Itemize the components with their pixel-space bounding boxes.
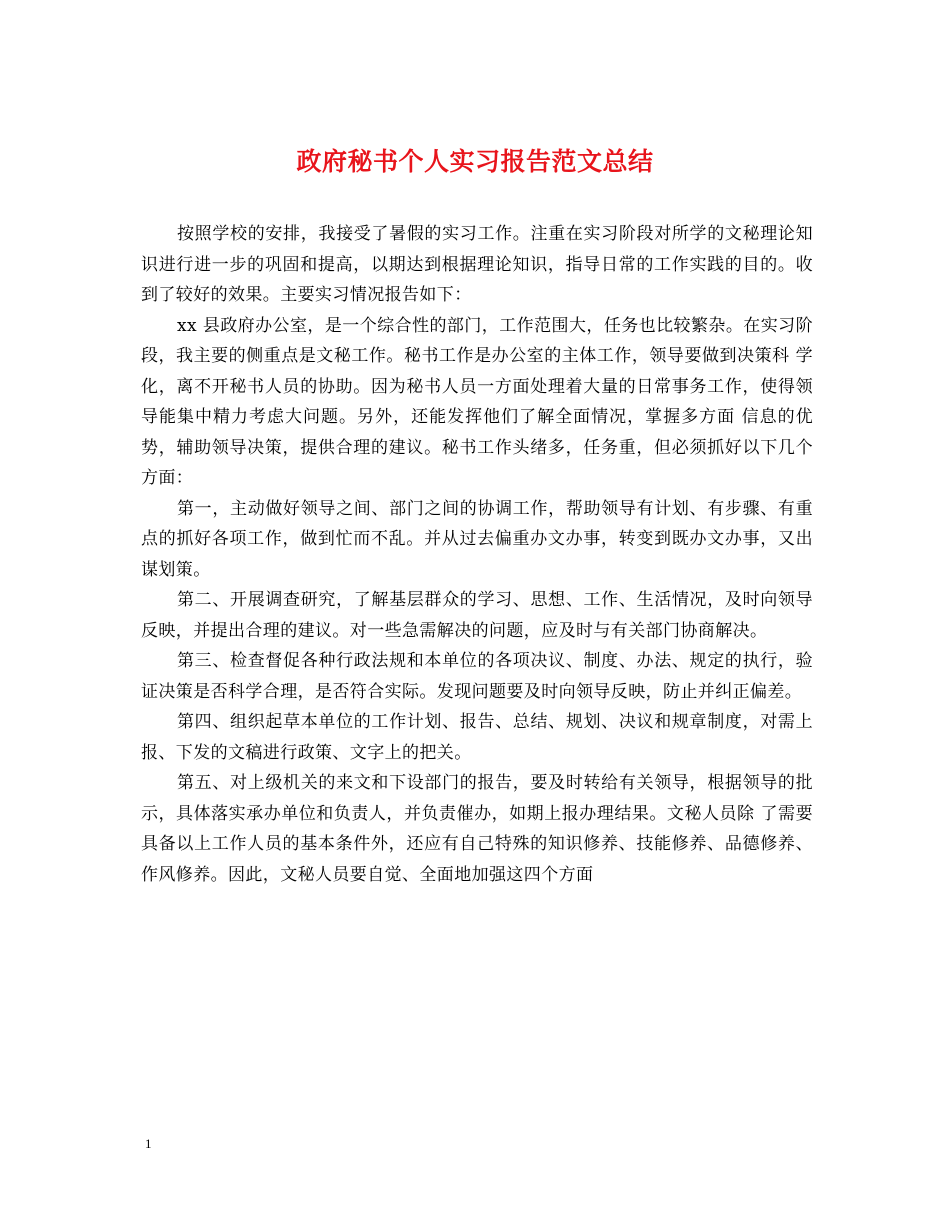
paragraph-point-one: 第一，主动做好领导之间、部门之间的协调工作，帮助领导有计划、有步骤、有重点的抓好各项工作，做到忙而不乱。并从过去偏重办文办事，转变到既办文办事，又出谋划策。	[141, 498, 813, 580]
document-title: 政府秘书个人实习报告范文总结	[296, 147, 654, 176]
paragraph-point-two: 第二、开展调查研究，了解基层群众的学习、思想、工作、生活情况，及时向领导反映，并提出合理的建议。对一些急需解决的问题，应及时与有关部门协商解决。	[141, 590, 813, 641]
paragraph-office-overview: xx 县政府办公室，是一个综合性的部门，工作范围大，任务也比较繁杂。在实习阶段，我主要的侧重点是文秘工作。秘书工作是办公室的主体工作，领导要做到决策科 学化，离不开秘书人员的协助。因为秘书人员一方面处理着大量的日常事务工作，使得领导能集中精力考虑大问题。另外，还能发挥他们了解全面情况，掌握多方面 信息的优势，辅助领导决策，提供合理的建议。秘书工作头绪多，任务重，但必须抓好以下几个方面：	[141, 315, 813, 488]
paragraph-point-five: 第五、对上级机关的来文和下设部门的报告，要及时转给有关领导，根据领导的批示，具体落实承办单位和负责人，并负责催办，如期上报办理结果。文秘人员除 了需要具备以上工作人员的基本条件外，还应有自己特殊的知识修养、技能修养、品德修养、作风修养。因此，文秘人员要自觉、全面地加强这四个方面	[141, 773, 813, 885]
document-body	[141, 219, 813, 890]
paragraph-intro: 按照学校的安排，我接受了暑假的实习工作。注重在实习阶段对所学的文秘理论知识进行进一步的巩固和提高，以期达到根据理论知识，指导日常的工作实践的目的。收到了较好的效果。主要实习情况报告如下：	[141, 224, 813, 305]
paragraph-point-three: 第三、检查督促各种行政法规和本单位的各项决议、制度、办法、规定的执行，验证决策是否科学合理，是否符合实际。发现问题要及时向领导反映，防止并纠正偏差。	[141, 651, 813, 702]
page-number: 1	[145, 1136, 152, 1151]
paragraph-point-four: 第四、组织起草本单位的工作计划、报告、总结、规划、决议和规章制度，对需上报、下发的文稿进行政策、文字上的把关。	[141, 712, 813, 763]
